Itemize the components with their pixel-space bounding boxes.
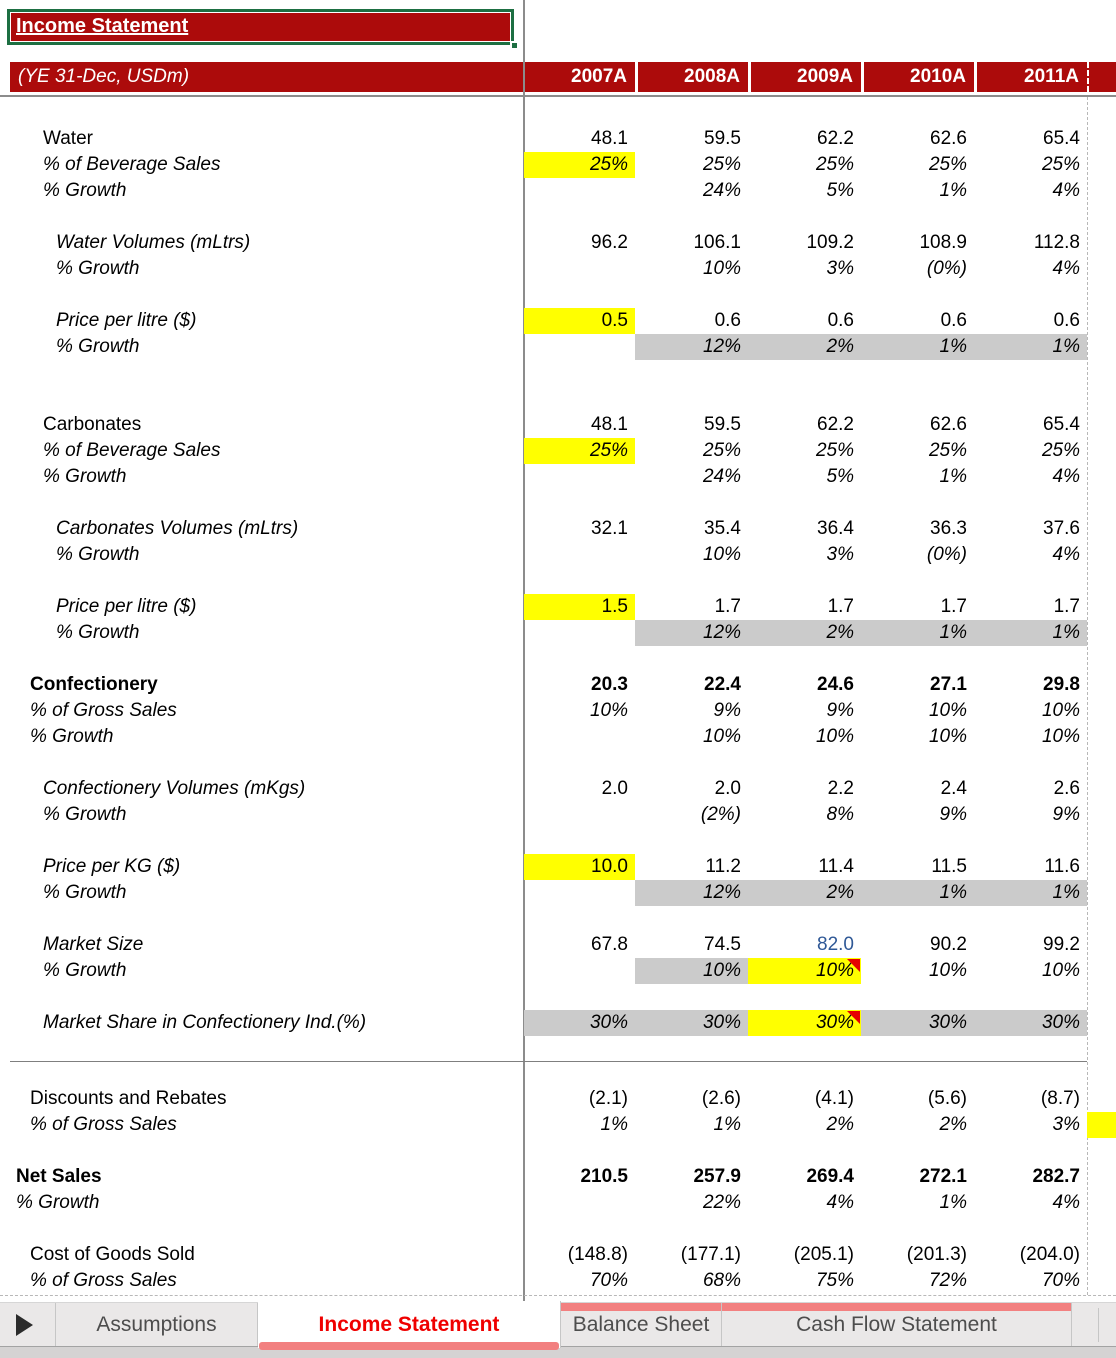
spacer-row bbox=[0, 750, 1116, 776]
cell-2011A[interactable]: 3% bbox=[1052, 1114, 1080, 1135]
cell-2010A[interactable]: 11.5 bbox=[931, 856, 967, 877]
cell-2008A[interactable]: 22.4 bbox=[704, 674, 741, 695]
cell-2008A[interactable]: 12% bbox=[635, 334, 748, 360]
row-label[interactable]: Price per KG ($) bbox=[43, 856, 181, 877]
row-label[interactable]: Carbonates Volumes (mLtrs) bbox=[56, 518, 299, 539]
freeze-pane-horizontal-divider bbox=[0, 95, 1116, 97]
cell-2008A[interactable]: 59.5 bbox=[704, 414, 741, 435]
cell-2010A[interactable]: 25% bbox=[928, 154, 967, 175]
cell-2010A[interactable]: 36.3 bbox=[930, 518, 967, 539]
cell-2009A[interactable]: (205.1) bbox=[793, 1244, 854, 1265]
column-header-2008A[interactable]: 2008A bbox=[635, 62, 748, 92]
cell-2011A[interactable]: 1.7 bbox=[1053, 596, 1080, 617]
spacer-row bbox=[0, 386, 1116, 412]
cell-2011A[interactable]: 25% bbox=[1041, 440, 1080, 461]
cell-extra[interactable] bbox=[1087, 880, 1116, 906]
cell-2007A[interactable]: 1% bbox=[600, 1114, 628, 1135]
spacer-row bbox=[0, 906, 1116, 932]
cell-2011A[interactable]: 1% bbox=[974, 620, 1087, 646]
cell-2008A[interactable]: 0.6 bbox=[714, 310, 741, 331]
tab-label: Cash Flow Statement bbox=[796, 1313, 997, 1336]
cell-2010A[interactable]: 30% bbox=[861, 1010, 974, 1036]
table-row bbox=[0, 698, 1116, 724]
row-label[interactable]: % Growth bbox=[43, 180, 127, 201]
cell-2007A[interactable]: 10% bbox=[589, 700, 628, 721]
cell-2007A[interactable] bbox=[524, 620, 635, 646]
row-label[interactable]: Carbonates bbox=[43, 414, 142, 435]
cell-2010A[interactable]: 272.1 bbox=[919, 1166, 967, 1187]
cell-2008A[interactable]: 11.2 bbox=[705, 856, 741, 877]
cell-2009A[interactable]: 9% bbox=[826, 700, 854, 721]
cell-2008A[interactable]: 10% bbox=[702, 544, 741, 565]
cell-2007A[interactable]: 210.5 bbox=[580, 1166, 628, 1187]
cell-extra[interactable] bbox=[1087, 1242, 1116, 1268]
spacer-row bbox=[0, 984, 1116, 1010]
cell-2008A[interactable]: 10% bbox=[702, 726, 741, 747]
cell-2010A[interactable]: (5.6) bbox=[927, 1088, 967, 1109]
cell-2009A[interactable]: 25% bbox=[815, 154, 854, 175]
column-header-2009A[interactable]: 2009A bbox=[748, 62, 861, 92]
cell-extra[interactable] bbox=[1087, 178, 1116, 204]
spacer-row bbox=[0, 646, 1116, 672]
table-row bbox=[0, 958, 1116, 984]
tab-bar-end-divider bbox=[1098, 1308, 1099, 1342]
cell-2008A[interactable]: 2.0 bbox=[714, 778, 741, 799]
cell-2007A[interactable] bbox=[524, 802, 635, 828]
cell-2009A[interactable]: 62.2 bbox=[817, 414, 854, 435]
cell-2011A[interactable]: 2.6 bbox=[1053, 778, 1080, 799]
cell-2008A[interactable]: 35.4 bbox=[704, 518, 741, 539]
cell-2007A[interactable] bbox=[524, 880, 635, 906]
cell-extra[interactable] bbox=[1087, 1268, 1116, 1294]
table-row bbox=[0, 932, 1116, 958]
cell-2009A[interactable]: 0.6 bbox=[827, 310, 854, 331]
row-label[interactable]: % Growth bbox=[56, 258, 140, 279]
cell-2011A[interactable]: (204.0) bbox=[1019, 1244, 1080, 1265]
cell-2007A[interactable]: 0.5 bbox=[524, 308, 635, 334]
cell-2009A[interactable]: 1.7 bbox=[827, 596, 854, 617]
row-label[interactable]: Cost of Goods Sold bbox=[30, 1244, 195, 1265]
cell-2008A[interactable]: (2.6) bbox=[701, 1088, 741, 1109]
cell-2010A[interactable]: 1% bbox=[861, 334, 974, 360]
spacer-row bbox=[0, 828, 1116, 854]
cell-2011A[interactable]: 4% bbox=[1052, 1192, 1080, 1213]
row-label[interactable]: % Growth bbox=[43, 960, 127, 981]
cell-extra[interactable] bbox=[1087, 1164, 1116, 1190]
cell-2008A[interactable]: 10% bbox=[635, 958, 748, 984]
cell-2007A[interactable]: 25% bbox=[524, 438, 635, 464]
cell-extra[interactable] bbox=[1087, 1086, 1116, 1112]
table-row bbox=[0, 802, 1116, 828]
row-label[interactable]: % of Gross Sales bbox=[30, 1270, 177, 1291]
cell-extra[interactable] bbox=[1087, 438, 1116, 464]
cell-2010A[interactable]: (201.3) bbox=[906, 1244, 967, 1265]
cell-extra[interactable] bbox=[1087, 464, 1116, 490]
table-row bbox=[0, 1164, 1116, 1190]
tab-label: Assumptions bbox=[96, 1313, 217, 1336]
cell-2010A[interactable]: 90.2 bbox=[930, 934, 967, 955]
row-label[interactable]: Price per litre ($) bbox=[56, 596, 197, 617]
play-icon bbox=[16, 1314, 33, 1336]
cell-2010A[interactable]: 72% bbox=[928, 1270, 967, 1291]
cell-2009A[interactable]: 24.6 bbox=[817, 674, 854, 695]
cell-extra[interactable] bbox=[1087, 308, 1116, 334]
cell-extra[interactable] bbox=[1087, 256, 1116, 282]
table-row bbox=[0, 880, 1116, 906]
column-header-2011A[interactable]: 2011A bbox=[974, 62, 1087, 92]
cell-2007A[interactable]: 25% bbox=[524, 152, 635, 178]
cell-2008A[interactable]: 12% bbox=[635, 880, 748, 906]
cell-2008A[interactable]: 1% bbox=[713, 1114, 741, 1135]
cell-2008A[interactable]: (177.1) bbox=[680, 1244, 741, 1265]
cell-2011A[interactable]: 70% bbox=[1041, 1270, 1080, 1291]
table-row bbox=[0, 334, 1116, 360]
cell-extra[interactable] bbox=[1087, 230, 1116, 256]
cell-extra[interactable] bbox=[1087, 776, 1116, 802]
cell-2011A[interactable]: 282.7 bbox=[1032, 1166, 1080, 1187]
row-label[interactable]: Market Share in Confectionery Ind.(%) bbox=[43, 1012, 367, 1033]
tab-assumptions[interactable] bbox=[56, 1303, 258, 1347]
cell-2007A[interactable]: 67.8 bbox=[591, 934, 628, 955]
cell-2011A[interactable]: 65.4 bbox=[1043, 128, 1080, 149]
tab-cash-flow-statement[interactable] bbox=[722, 1303, 1072, 1347]
cell-2009A[interactable]: 75% bbox=[815, 1270, 854, 1291]
cell-2009A[interactable]: 2% bbox=[748, 620, 861, 646]
section-divider-line bbox=[10, 1061, 1087, 1062]
row-label[interactable]: Net Sales bbox=[16, 1166, 102, 1187]
table-row bbox=[0, 152, 1116, 178]
cell-2007A[interactable]: 48.1 bbox=[591, 128, 628, 149]
comment-marker-icon bbox=[847, 1011, 860, 1024]
row-label[interactable]: % Growth bbox=[43, 466, 127, 487]
cell-2009A[interactable]: 10% bbox=[748, 958, 861, 984]
cell-extra[interactable] bbox=[1087, 126, 1116, 152]
cell-2008A[interactable]: 59.5 bbox=[704, 128, 741, 149]
cell-2007A[interactable]: 20.3 bbox=[591, 674, 628, 695]
row-label[interactable]: Confectionery bbox=[30, 674, 158, 695]
cell-2007A[interactable] bbox=[524, 1190, 635, 1216]
cell-2010A[interactable]: 2.4 bbox=[940, 778, 967, 799]
row-label[interactable]: % Growth bbox=[56, 622, 140, 643]
cell-2007A[interactable]: 70% bbox=[589, 1270, 628, 1291]
cell-2010A[interactable]: 10% bbox=[928, 700, 967, 721]
data-rows bbox=[0, 126, 1116, 1294]
cell-2008A[interactable]: 25% bbox=[702, 154, 741, 175]
cell-2010A[interactable]: (0%) bbox=[926, 258, 967, 279]
cell-2011A[interactable]: 25% bbox=[1041, 154, 1080, 175]
cell-2010A[interactable]: 1% bbox=[939, 180, 967, 201]
cell-2009A[interactable]: 2.2 bbox=[827, 778, 854, 799]
cell-2010A[interactable]: (0%) bbox=[926, 544, 967, 565]
page-title: Income Statement bbox=[11, 13, 510, 41]
sheet-tab-bar bbox=[0, 1302, 1116, 1346]
row-label[interactable]: Confectionery Volumes (mKgs) bbox=[43, 778, 306, 799]
cell-extra[interactable] bbox=[1087, 932, 1116, 958]
row-label[interactable]: Market Size bbox=[43, 934, 144, 955]
cell-2007A[interactable] bbox=[524, 724, 635, 750]
row-label[interactable]: Water bbox=[43, 128, 93, 149]
cell-extra[interactable] bbox=[1087, 1010, 1116, 1036]
cell-2009A[interactable]: 10% bbox=[815, 726, 854, 747]
table-row bbox=[0, 438, 1116, 464]
cell-2009A[interactable]: 4% bbox=[826, 1192, 854, 1213]
cell-extra[interactable] bbox=[1087, 1190, 1116, 1216]
cell-2011A[interactable]: 9% bbox=[1052, 804, 1080, 825]
cell-2009A[interactable]: 5% bbox=[826, 466, 854, 487]
header-units-label: (YE 31-Dec, USDm) bbox=[10, 62, 524, 92]
cell-2011A[interactable]: 4% bbox=[1052, 544, 1080, 565]
cell-2010A[interactable]: 0.6 bbox=[940, 310, 967, 331]
cell-extra[interactable] bbox=[1087, 334, 1116, 360]
row-label[interactable]: % Growth bbox=[16, 1192, 100, 1213]
tab-income-statement[interactable] bbox=[258, 1301, 561, 1348]
table-row bbox=[0, 412, 1116, 438]
spacer-row bbox=[0, 1216, 1116, 1242]
cell-2008A[interactable]: 68% bbox=[702, 1270, 741, 1291]
cell-2008A[interactable]: 74.5 bbox=[704, 934, 741, 955]
column-header-extra bbox=[1087, 62, 1116, 92]
cell-2008A[interactable]: 10% bbox=[702, 258, 741, 279]
fill-handle[interactable] bbox=[510, 41, 519, 50]
cell-2009A[interactable]: 3% bbox=[826, 544, 854, 565]
cell-2008A[interactable]: 9% bbox=[713, 700, 741, 721]
cell-2008A[interactable]: 22% bbox=[702, 1192, 741, 1213]
comment-marker-icon bbox=[847, 959, 860, 972]
cell-2010A[interactable]: 62.6 bbox=[930, 414, 967, 435]
cell-2011A[interactable]: 37.6 bbox=[1043, 518, 1080, 539]
cell-2010A[interactable]: 10% bbox=[928, 726, 967, 747]
cell-2011A[interactable]: 29.8 bbox=[1043, 674, 1080, 695]
cell-2009A[interactable]: 8% bbox=[826, 804, 854, 825]
row-label[interactable]: % of Gross Sales bbox=[30, 700, 177, 721]
cell-2011A[interactable]: 99.2 bbox=[1043, 934, 1080, 955]
table-row bbox=[0, 1268, 1116, 1294]
cell-2010A[interactable]: 25% bbox=[928, 440, 967, 461]
tab-color-strip bbox=[259, 1342, 559, 1350]
cell-2010A[interactable]: 1.7 bbox=[940, 596, 967, 617]
cell-2010A[interactable]: 1% bbox=[939, 466, 967, 487]
cell-extra[interactable] bbox=[1087, 412, 1116, 438]
sheet-nav-button[interactable] bbox=[0, 1303, 56, 1347]
column-header-row bbox=[10, 62, 1116, 92]
selected-title-cell[interactable] bbox=[7, 9, 514, 45]
table-row bbox=[0, 464, 1116, 490]
cell-2009A[interactable]: 2% bbox=[748, 880, 861, 906]
cell-2009A[interactable]: 109.2 bbox=[806, 232, 854, 253]
cell-2007A[interactable]: 48.1 bbox=[591, 414, 628, 435]
cell-2010A[interactable]: 108.9 bbox=[919, 232, 967, 253]
cell-2007A[interactable]: (2.1) bbox=[588, 1088, 628, 1109]
row-label[interactable]: % Growth bbox=[43, 882, 127, 903]
spacer-row bbox=[0, 1062, 1116, 1086]
cell-2008A[interactable]: (2%) bbox=[700, 804, 741, 825]
table-row bbox=[0, 776, 1116, 802]
table-row bbox=[0, 1086, 1116, 1112]
cell-2011A[interactable]: 4% bbox=[1052, 180, 1080, 201]
row-label[interactable]: Discounts and Rebates bbox=[30, 1088, 227, 1109]
section-divider-row bbox=[0, 1036, 1116, 1062]
table-row bbox=[0, 620, 1116, 646]
cell-2011A[interactable]: 10% bbox=[1041, 700, 1080, 721]
row-label[interactable]: % of Beverage Sales bbox=[43, 154, 221, 175]
cell-extra[interactable] bbox=[1087, 802, 1116, 828]
table-row bbox=[0, 724, 1116, 750]
cell-2010A[interactable]: 2% bbox=[939, 1114, 967, 1135]
cell-2007A[interactable]: (148.8) bbox=[567, 1244, 628, 1265]
spacer-row bbox=[0, 568, 1116, 594]
cell-2009A[interactable]: 3% bbox=[826, 258, 854, 279]
cell-2009A[interactable]: 25% bbox=[815, 440, 854, 461]
spacer-row bbox=[0, 282, 1116, 308]
table-row bbox=[0, 594, 1116, 620]
cell-2009A[interactable]: 269.4 bbox=[806, 1166, 854, 1187]
table-row bbox=[0, 516, 1116, 542]
cell-2008A[interactable]: 257.9 bbox=[693, 1166, 741, 1187]
cell-extra[interactable] bbox=[1087, 152, 1116, 178]
cell-2010A[interactable]: 10% bbox=[928, 960, 967, 981]
cell-2007A[interactable] bbox=[524, 178, 635, 204]
row-label[interactable]: % of Gross Sales bbox=[30, 1114, 177, 1135]
cell-2010A[interactable]: 27.1 bbox=[930, 674, 967, 695]
table-row bbox=[0, 1010, 1116, 1036]
row-label[interactable]: Water Volumes (mLtrs) bbox=[56, 232, 251, 253]
cell-2011A[interactable]: 4% bbox=[1052, 258, 1080, 279]
table-row bbox=[0, 230, 1116, 256]
cell-2007A[interactable]: 30% bbox=[524, 1010, 635, 1036]
page-break-horizontal-line bbox=[0, 1295, 1116, 1296]
cell-2007A[interactable]: 2.0 bbox=[601, 778, 628, 799]
cell-2009A[interactable]: 62.2 bbox=[817, 128, 854, 149]
cell-extra[interactable] bbox=[1087, 724, 1116, 750]
cell-2011A[interactable]: 1% bbox=[974, 334, 1087, 360]
cell-2007A[interactable] bbox=[524, 256, 635, 282]
cell-2009A[interactable]: 30% bbox=[748, 1010, 861, 1036]
spacer-row bbox=[0, 1138, 1116, 1164]
cell-2011A[interactable]: 11.6 bbox=[1044, 856, 1080, 877]
column-header-2007A[interactable]: 2007A bbox=[524, 62, 635, 92]
cell-2009A[interactable]: 5% bbox=[826, 180, 854, 201]
cell-2010A[interactable]: 1% bbox=[861, 620, 974, 646]
row-label[interactable]: % Growth bbox=[56, 336, 140, 357]
table-row bbox=[0, 308, 1116, 334]
cell-2010A[interactable]: 1% bbox=[939, 1192, 967, 1213]
table-row bbox=[0, 126, 1116, 152]
cell-2007A[interactable]: 96.2 bbox=[591, 232, 628, 253]
cell-2008A[interactable]: 24% bbox=[702, 466, 741, 487]
table-row bbox=[0, 256, 1116, 282]
row-label[interactable]: % Growth bbox=[30, 726, 114, 747]
cell-2009A[interactable]: 11.4 bbox=[818, 856, 854, 877]
cell-2007A[interactable]: 32.1 bbox=[591, 518, 628, 539]
spacer-row bbox=[0, 204, 1116, 230]
cell-2010A[interactable]: 1% bbox=[861, 880, 974, 906]
cell-extra[interactable] bbox=[1087, 854, 1116, 880]
cell-2011A[interactable]: 1% bbox=[974, 880, 1087, 906]
cell-2009A[interactable]: 2% bbox=[826, 1114, 854, 1135]
cell-2008A[interactable]: 24% bbox=[702, 180, 741, 201]
cell-2011A[interactable]: 30% bbox=[974, 1010, 1087, 1036]
column-header-2010A[interactable]: 2010A bbox=[861, 62, 974, 92]
tab-balance-sheet[interactable] bbox=[561, 1303, 722, 1347]
table-row bbox=[0, 1112, 1116, 1138]
spacer-row bbox=[0, 360, 1116, 386]
cell-2008A[interactable]: 12% bbox=[635, 620, 748, 646]
cell-2007A[interactable]: 1.5 bbox=[524, 594, 635, 620]
table-row bbox=[0, 854, 1116, 880]
cell-extra[interactable] bbox=[1087, 958, 1116, 984]
cell-2009A[interactable]: 2% bbox=[748, 334, 861, 360]
cell-2011A[interactable]: 10% bbox=[1041, 960, 1080, 981]
cell-2007A[interactable] bbox=[524, 958, 635, 984]
table-row bbox=[0, 1190, 1116, 1216]
cell-2008A[interactable]: 30% bbox=[635, 1010, 748, 1036]
cell-2007A[interactable] bbox=[524, 334, 635, 360]
cell-2008A[interactable]: 106.1 bbox=[693, 232, 741, 253]
cell-extra[interactable] bbox=[1087, 698, 1116, 724]
spacer-row bbox=[0, 490, 1116, 516]
cell-extra[interactable] bbox=[1087, 594, 1116, 620]
cell-2011A[interactable]: 0.6 bbox=[1053, 310, 1080, 331]
tab-label: Balance Sheet bbox=[572, 1313, 710, 1336]
cell-extra[interactable] bbox=[1087, 542, 1116, 568]
tab-color-strip bbox=[561, 1303, 721, 1311]
cell-2010A[interactable]: 9% bbox=[939, 804, 967, 825]
cell-2009A[interactable]: (4.1) bbox=[814, 1088, 854, 1109]
cell-2008A[interactable]: 25% bbox=[702, 440, 741, 461]
row-label[interactable]: % Growth bbox=[43, 804, 127, 825]
tab-color-strip bbox=[722, 1303, 1071, 1311]
cell-2008A[interactable]: 1.7 bbox=[714, 596, 741, 617]
cell-2010A[interactable]: 62.6 bbox=[930, 128, 967, 149]
cell-extra[interactable] bbox=[1087, 1112, 1116, 1138]
tab-label: Income Statement bbox=[318, 1312, 500, 1336]
cell-2011A[interactable]: 10% bbox=[1041, 726, 1080, 747]
cell-2011A[interactable]: 112.8 bbox=[1033, 232, 1080, 253]
cell-2007A[interactable]: 10.0 bbox=[524, 854, 635, 880]
cell-extra[interactable] bbox=[1087, 516, 1116, 542]
table-row bbox=[0, 1242, 1116, 1268]
cell-2011A[interactable]: 4% bbox=[1052, 466, 1080, 487]
cell-2007A[interactable] bbox=[524, 464, 635, 490]
row-label[interactable]: % Growth bbox=[56, 544, 140, 565]
row-label[interactable]: Price per litre ($) bbox=[56, 310, 197, 331]
table-row bbox=[0, 178, 1116, 204]
cell-extra[interactable] bbox=[1087, 672, 1116, 698]
table-row bbox=[0, 542, 1116, 568]
cell-2011A[interactable]: 65.4 bbox=[1043, 414, 1080, 435]
table-row bbox=[0, 672, 1116, 698]
cell-2011A[interactable]: (8.7) bbox=[1040, 1088, 1080, 1109]
cell-extra[interactable] bbox=[1087, 620, 1116, 646]
cell-2007A[interactable] bbox=[524, 542, 635, 568]
cell-2009A[interactable]: 82.0 bbox=[817, 934, 854, 955]
row-label[interactable]: % of Beverage Sales bbox=[43, 440, 221, 461]
cell-2009A[interactable]: 36.4 bbox=[817, 518, 854, 539]
